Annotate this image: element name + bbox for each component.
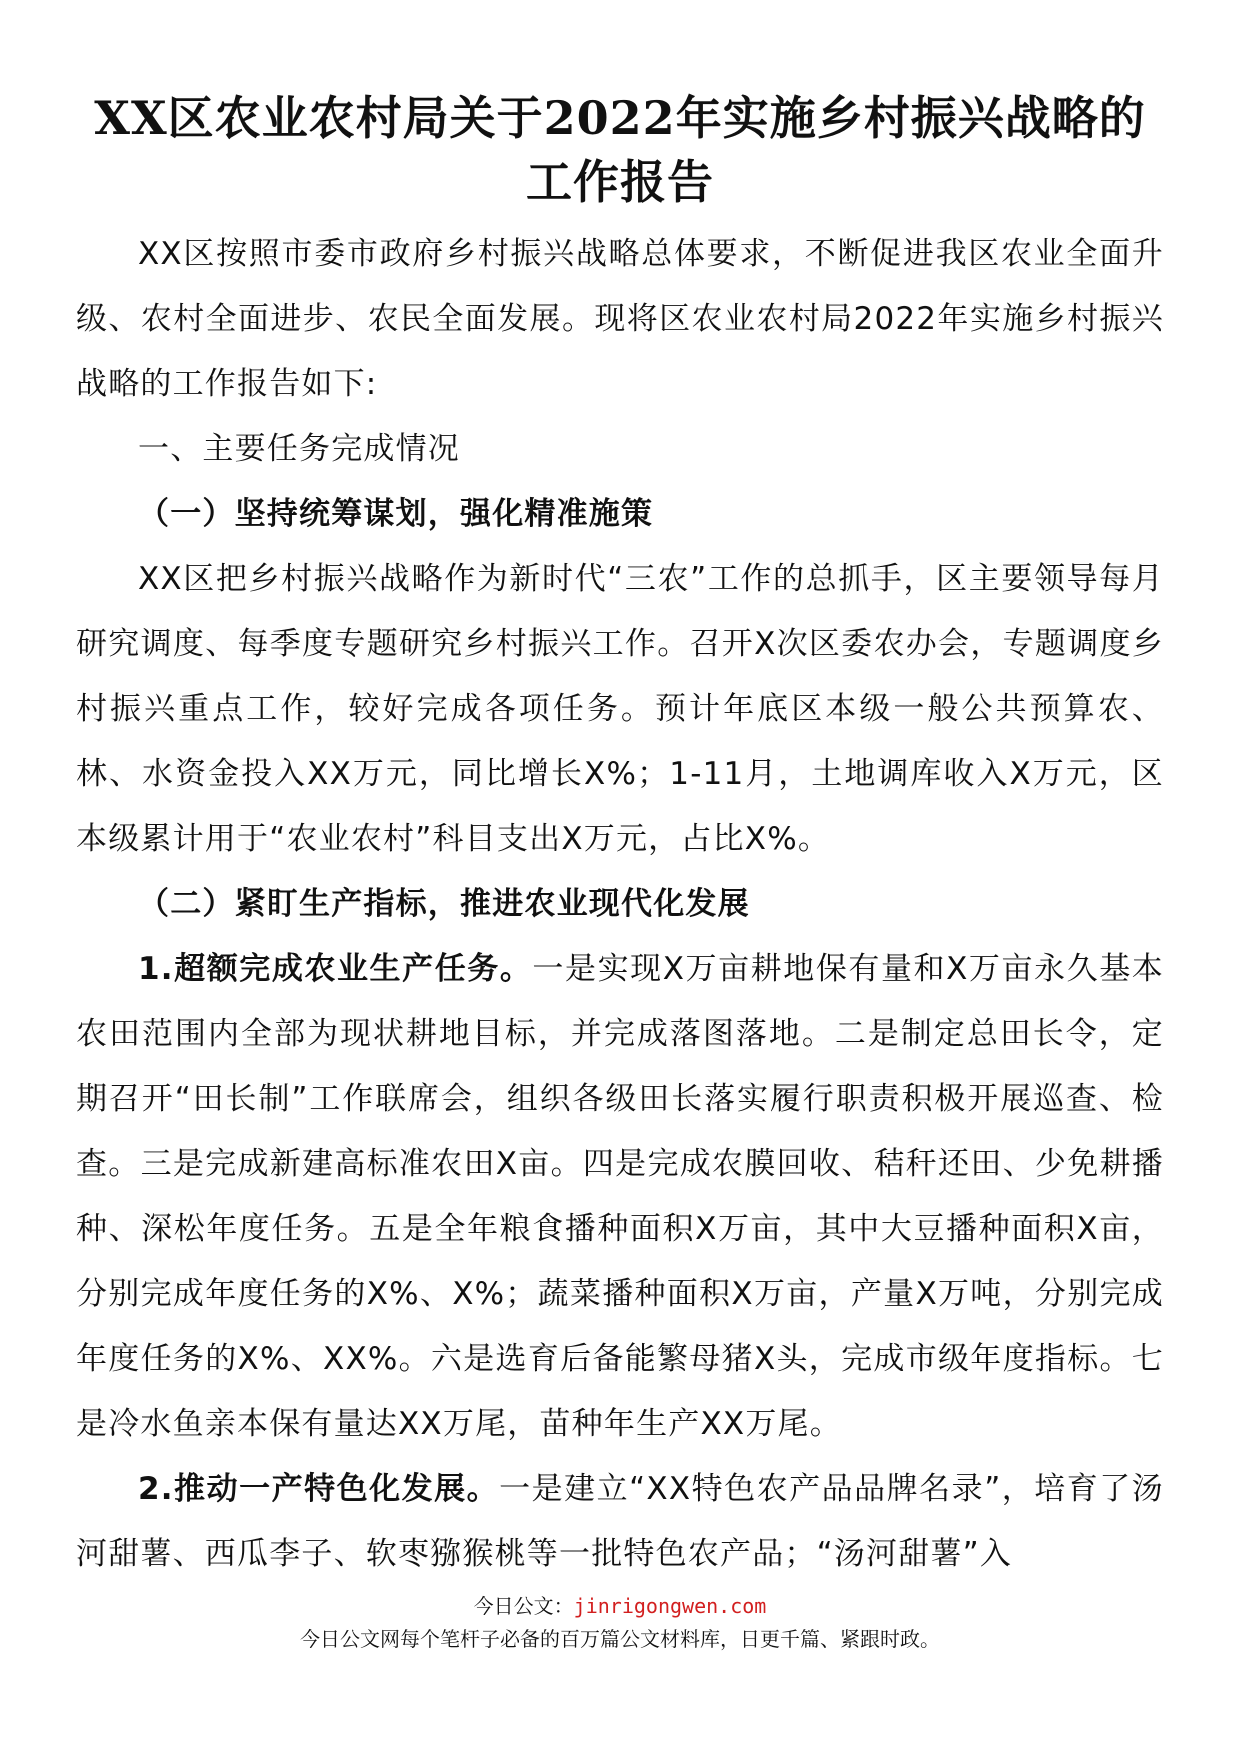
subsection-1-paragraph: XX区把乡村振兴战略作为新时代“三农”工作的总抓手，区主要领导每月研究调度、每季度专题研究乡村振兴工作。召开X次区委农办会，专题调度乡村振兴重点工作，较好完成各项任务。预计年底区本级一般公共预算农、林、水资金投入XX万元，同比增长X%；1-11月，土地调库收入X万元，区本级累计用于“农业农村”科目支出X万元，占比X%。 [76, 561, 1164, 857]
item-1-text: 一是实现X万亩耕地保有量和X万亩永久基本农田范围内全部为现状耕地目标，并完成落图落地。二是制定总田长令，定期召开“田长制”工作联席会，组织各级田长落实履行职责积极开展巡查、检查。三是完成新建高标准农田X亩。四是完成农膜回收、秸秆还田、少免耕播种、深松年度任务。五是全年粮食播种面积X万亩，其中大豆播种面积X亩，分别完成年度任务的X%、X%；蔬菜播种面积X万亩，产量X万吨，分别完成年度任务的X%、XX%。六是选育后备能繁母猪X头，完成市级年度指标。七是冷水鱼亲本保有量达XX万尾，苗种年生产XX万尾。 [76, 951, 1164, 1442]
intro-paragraph: XX区按照市委市政府乡村振兴战略总体要求，不断促进我区农业全面升级、农村全面进步、农民全面发展。现将区农业农村局2022年实施乡村振兴战略的工作报告如下: [76, 236, 1164, 402]
document-body [76, 222, 1164, 1587]
footer-site-label: 今日公文： [473, 1594, 574, 1618]
item-1-lead: 1.超额完成农业生产任务。 [138, 951, 533, 987]
document-title: XX区农业农村局关于2022年实施乡村振兴战略的工作报告 [94, 91, 1146, 209]
section-heading-1: 一、主要任务完成情况 [138, 431, 460, 467]
item-2-paragraph [76, 1457, 1164, 1587]
subsection-heading-1: （一）坚持统筹谋划，强化精准施策 [138, 496, 654, 532]
footer-slogan: 今日公文网每个笔杆子必备的百万篇公文材料库，日更千篇、紧跟时政。 [300, 1627, 940, 1651]
item-2-text: 一是建立“XX特色农产品品牌名录”，培育了汤河甜薯、西瓜李子、软枣猕猴桃等一批特色农产品；“汤河甜薯”入 [76, 1471, 1164, 1572]
item-1-paragraph [76, 937, 1164, 1457]
item-2-lead: 2.推动一产特色化发展。 [138, 1471, 500, 1507]
footer-site-link[interactable]: jinrigongwen.com [573, 1594, 767, 1618]
footer-site-line [0, 1592, 1240, 1620]
subsection-heading-2: （二）紧盯生产指标，推进农业现代化发展 [138, 886, 750, 922]
